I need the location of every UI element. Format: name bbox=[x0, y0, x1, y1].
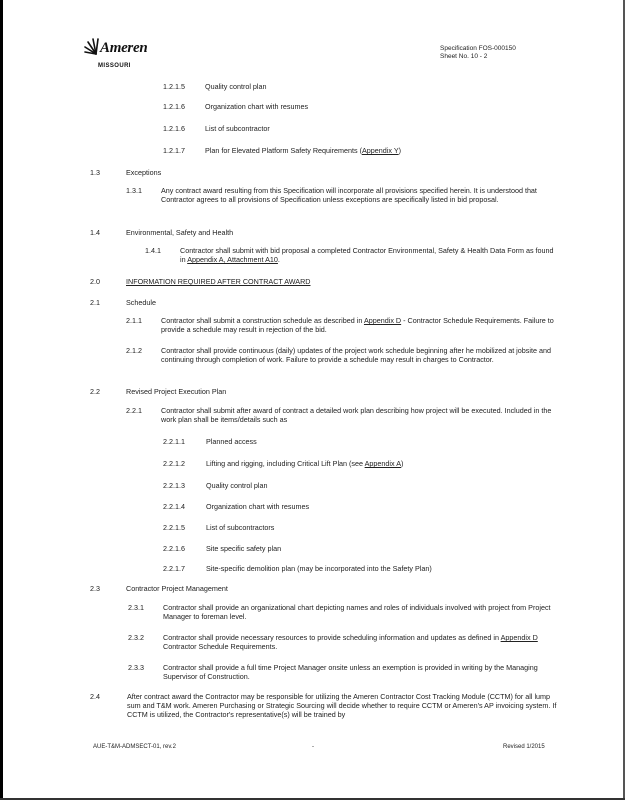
item-number: 2.1.2 bbox=[126, 346, 142, 355]
item-text: List of subcontractor bbox=[205, 124, 270, 133]
item-text-end: ) bbox=[401, 459, 404, 468]
item-text: Quality control plan bbox=[206, 481, 268, 490]
appendix-d-link[interactable]: Appendix D bbox=[500, 633, 538, 642]
item-text-main: Lifting and rigging, including Critical Lift Plan (see bbox=[206, 459, 365, 468]
item-number: 1.3.1 bbox=[126, 186, 142, 195]
appendix-y-link[interactable]: Appendix Y bbox=[362, 146, 399, 155]
footer-document-id: AUE-T&M-ADMSECT-01, rev.2 bbox=[93, 744, 176, 750]
section-number: 2.2 bbox=[90, 387, 100, 396]
item-number: 2.2.1.1 bbox=[163, 437, 185, 446]
section-title: Exceptions bbox=[126, 168, 162, 177]
item-number: 1.4.1 bbox=[145, 246, 161, 255]
item-text: Site-specific demolition plan (may be incorporated into the Safety Plan) bbox=[206, 564, 432, 573]
item-paragraph: Any contract award resulting from this Specification will incorporate all provisions specified herein. It is understood that Contractor agrees to all provisions of Specification unless exceptions are specifically listed in bid proposal. bbox=[161, 186, 537, 204]
footer-page-mark: - bbox=[312, 744, 314, 750]
section-title: INFORMATION REQUIRED AFTER CONTRACT AWARD bbox=[126, 277, 311, 286]
section-number: 2.1 bbox=[90, 298, 100, 307]
item-number: 2.2.1.6 bbox=[163, 544, 185, 553]
section-title: Schedule bbox=[126, 298, 156, 307]
item-number: 1.2.1.7 bbox=[163, 146, 185, 155]
footer-revision: Revised 1/2015 bbox=[503, 744, 545, 750]
item-paragraph bbox=[163, 633, 558, 651]
item-text-end: - Contractor Schedule Requirements. Failure to provide a schedule may result in rejection of the bid. bbox=[161, 316, 554, 334]
section-title: Contractor Project Management bbox=[126, 584, 228, 593]
item-text-main: Plan for Elevated Platform Safety Requirements ( bbox=[205, 146, 362, 155]
section-number: 1.3 bbox=[90, 168, 100, 177]
item-number: 2.3.1 bbox=[128, 603, 144, 612]
section-title: Revised Project Execution Plan bbox=[126, 387, 227, 396]
item-text-main: Contractor shall provide necessary resources to provide scheduling information and updates as defined in bbox=[163, 633, 501, 642]
item-text: Quality control plan bbox=[205, 82, 267, 91]
logo-name: Ameren bbox=[100, 40, 148, 56]
item-text-end: Contractor Schedule Requirements. bbox=[163, 642, 278, 651]
sheet-number: Sheet No. 10 - 2 bbox=[440, 53, 488, 60]
section-number: 1.4 bbox=[90, 228, 100, 237]
section-paragraph: After contract award the Contractor may be responsible for utilizing the Ameren Contractor Cost Tracking Module (CCTM) for all lump sum and T&M work. Ameren Purchasing or Strategic Sourcing will decide whether to require CCTM or Ameren's AP invoicing system. If CCTM is utilized, the Contractor's representative(s) will be trained by bbox=[127, 692, 557, 719]
appendix-d-link[interactable]: Appendix D bbox=[363, 316, 402, 325]
item-paragraph: Contractor shall provide an organizational chart depicting names and roles of individuals involved with project from Project Manager to foreman level. bbox=[163, 603, 551, 621]
item-text bbox=[206, 459, 403, 468]
appendix-a-link[interactable]: Appendix A bbox=[364, 459, 401, 468]
item-number: 1.2.1.6 bbox=[163, 124, 185, 133]
item-text-main: Contractor shall submit a construction schedule as described in bbox=[161, 316, 364, 325]
item-text bbox=[205, 146, 401, 155]
item-number: 2.3.2 bbox=[128, 633, 144, 642]
item-paragraph bbox=[161, 316, 556, 334]
item-paragraph: Contractor shall provide continuous (daily) updates of the project work schedule beginning after he mobilized at jobsite and continuing through completion of work. Failure to provide a schedule may result in charges to Contractor. bbox=[161, 346, 551, 364]
item-number: 2.2.1.3 bbox=[163, 481, 185, 490]
item-number: 2.2.1 bbox=[126, 406, 142, 415]
item-text: Organization chart with resumes bbox=[206, 502, 310, 511]
item-number: 2.2.1.2 bbox=[163, 459, 185, 468]
item-number: 1.2.1.5 bbox=[163, 82, 185, 91]
specification-header bbox=[440, 45, 516, 61]
section-title: Environmental, Safety and Health bbox=[126, 228, 234, 237]
appendix-a-attachment-link[interactable]: Appendix A, Attachment A10 bbox=[187, 255, 278, 264]
section-number: 2.4 bbox=[90, 692, 100, 701]
item-number: 2.2.1.7 bbox=[163, 564, 185, 573]
item-number: 1.2.1.6 bbox=[163, 102, 185, 111]
item-text: Organization chart with resumes bbox=[205, 102, 309, 111]
item-text: List of subcontractors bbox=[206, 523, 275, 532]
item-number: 2.2.1.5 bbox=[163, 523, 185, 532]
section-number: 2.3 bbox=[90, 584, 100, 593]
item-paragraph: Contractor shall submit after award of contract a detailed work plan describing how project will be executed. Included in the work plan shall be items/details such as bbox=[161, 406, 552, 424]
logo-subtitle: MISSOURI bbox=[98, 63, 131, 69]
item-text: Planned access bbox=[206, 437, 257, 446]
item-text-main: Contractor shall submit with bid proposal a completed Contractor Environmental, Safety & Health Data Form as found in bbox=[180, 246, 554, 264]
item-text-end: ) bbox=[398, 146, 402, 155]
item-text-end: . bbox=[277, 255, 280, 264]
item-paragraph: Contractor shall provide a full time Project Manager onsite unless an exemption is provided in writing by the Managing Supervisor of Construction. bbox=[163, 663, 538, 681]
scan-border-left bbox=[0, 0, 3, 800]
item-paragraph bbox=[180, 246, 560, 264]
item-number: 2.1.1 bbox=[126, 316, 142, 325]
item-number: 2.2.1.4 bbox=[163, 502, 185, 511]
section-number: 2.0 bbox=[90, 277, 100, 286]
spec-number: Specification FOS-000150 bbox=[440, 45, 516, 52]
item-text: Site specific safety plan bbox=[206, 544, 282, 553]
item-number: 2.3.3 bbox=[128, 663, 144, 672]
